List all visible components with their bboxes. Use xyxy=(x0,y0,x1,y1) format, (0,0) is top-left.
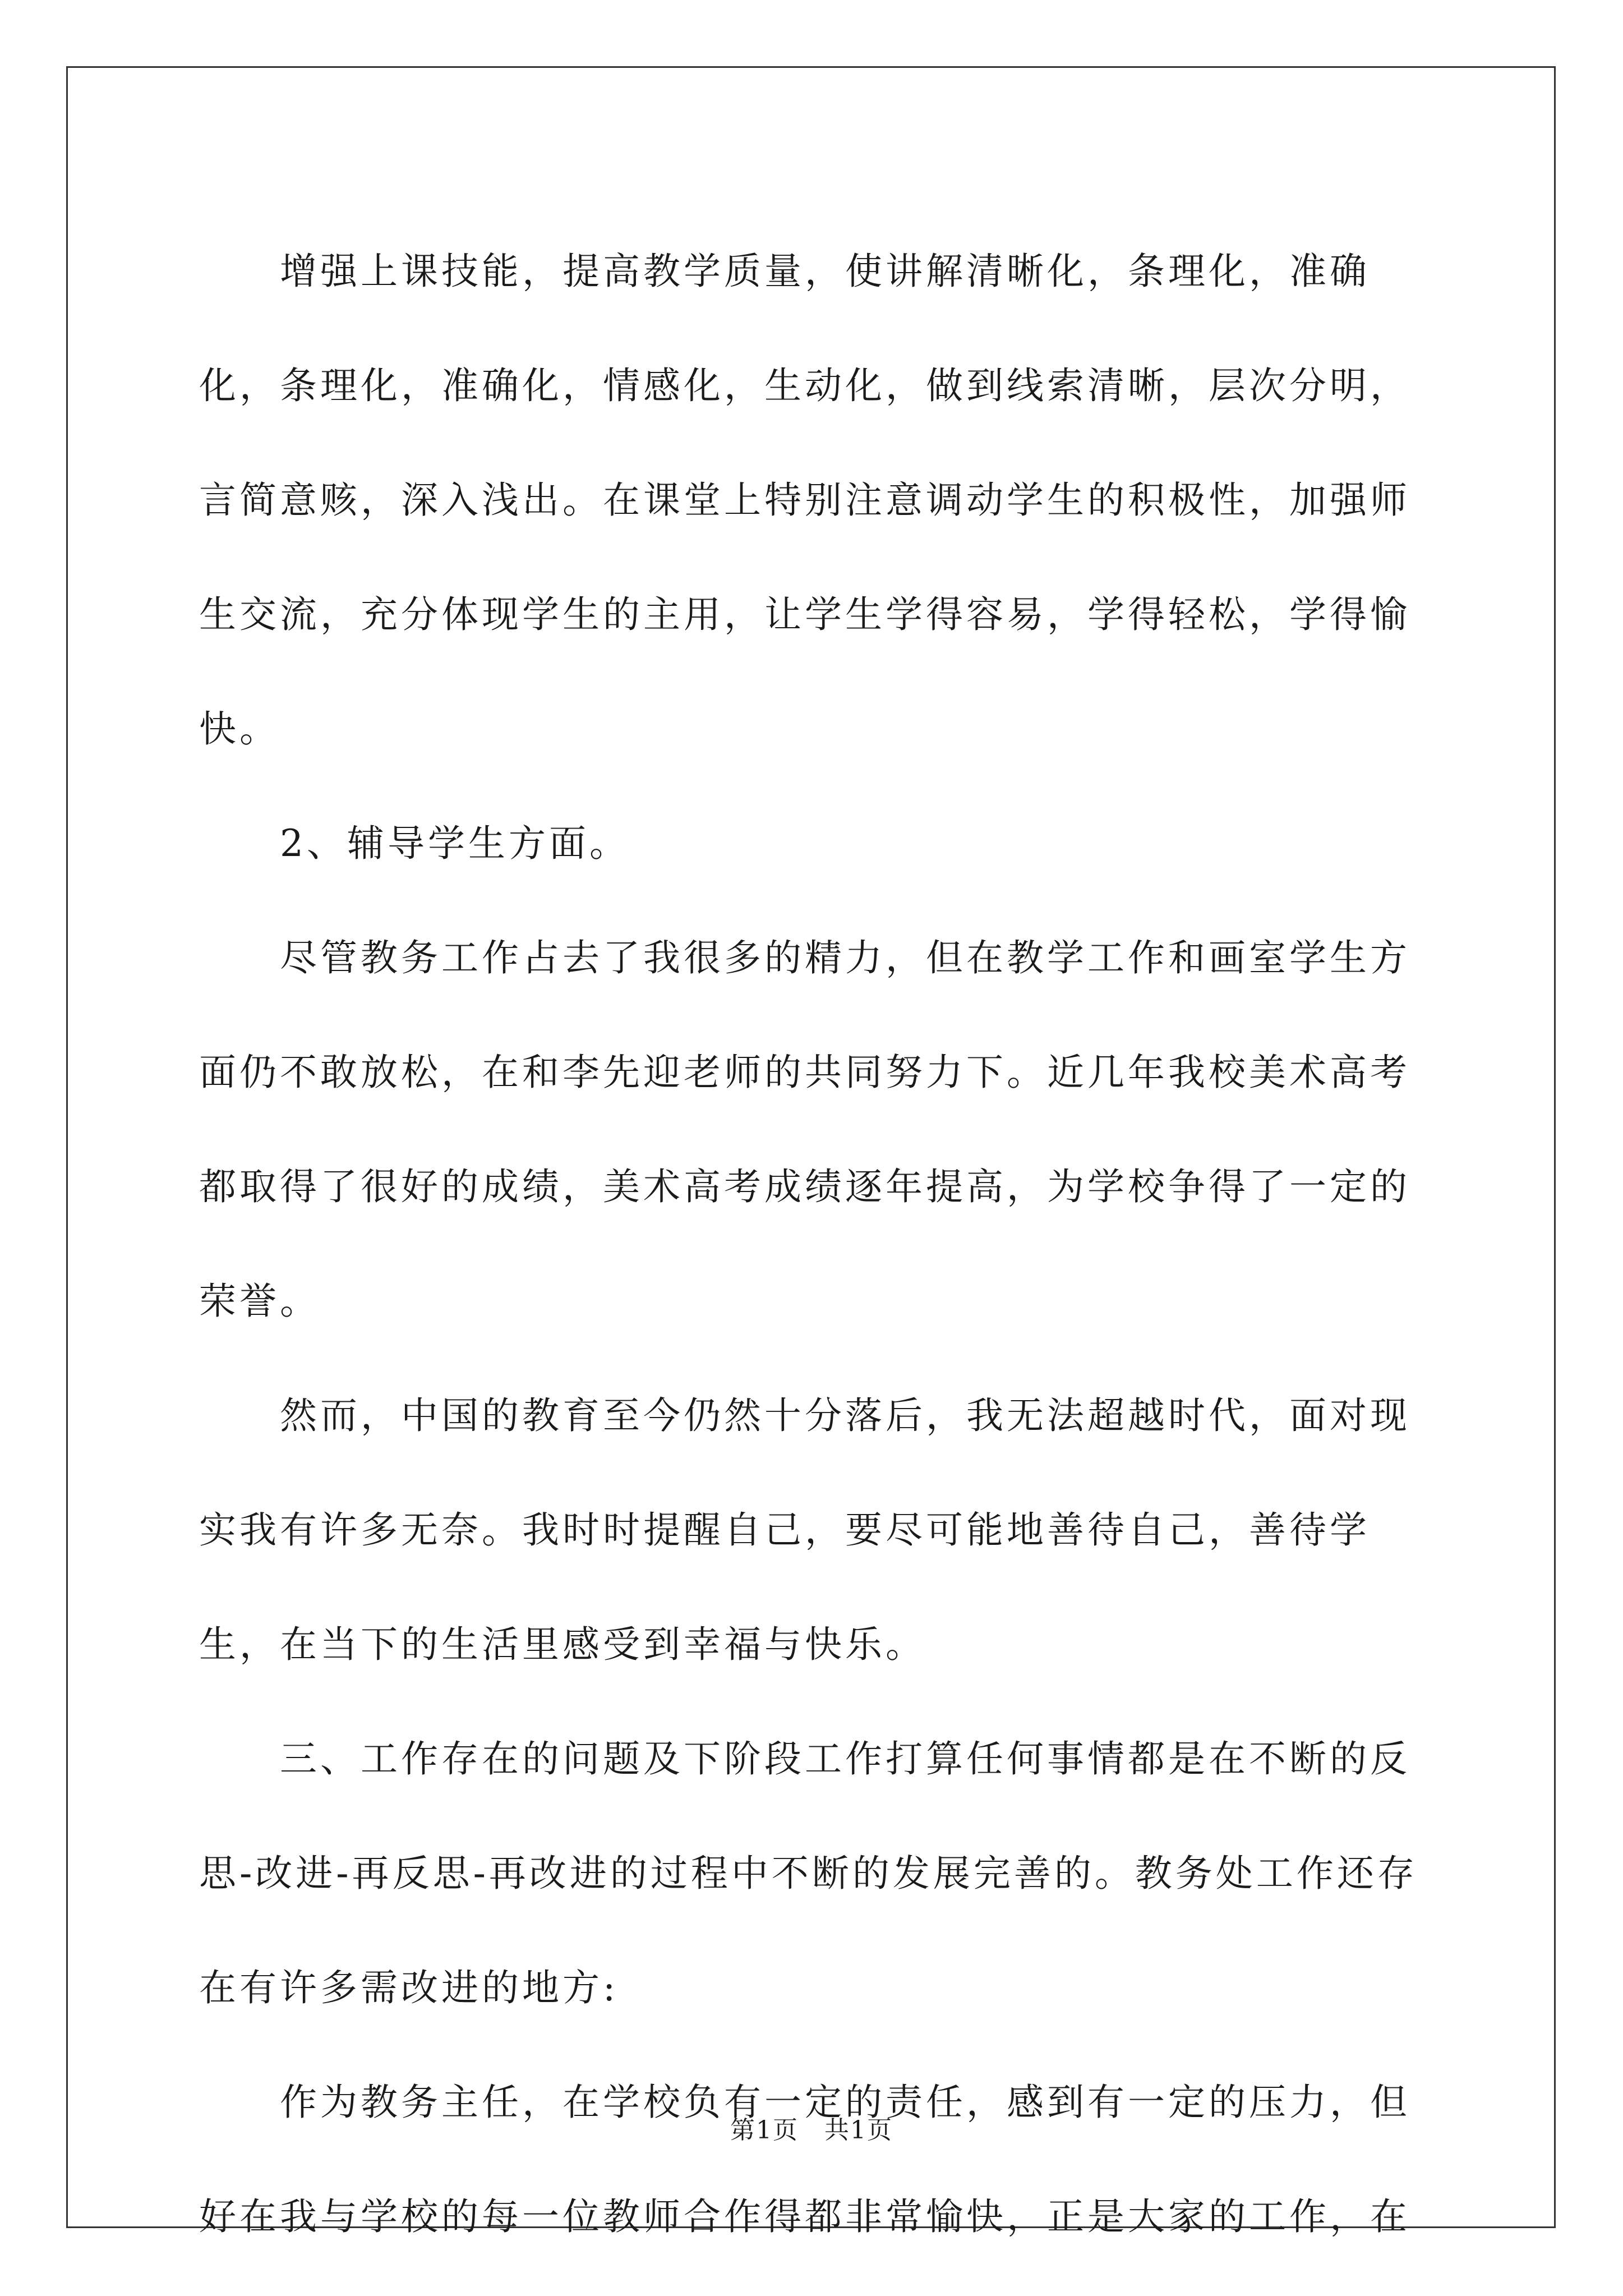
paragraph: 然而，中国的教育至今仍然十分落后，我无法超越时代，面对现实我有许多无奈。我时时提醒自己，要尽可能地善待自己，善待学生，在当下的生活里感受到幸福与快乐。 xyxy=(199,1394,1410,1666)
paragraph: 三、工作存在的问题及下阶段工作打算任何事情都是在不断的反思-改进-再反思-再改进的过程中不断的发展完善的。教务处工作还存在有许多需改进的地方: xyxy=(199,1737,1418,2009)
paragraph: 2、辅导学生方面。 xyxy=(280,822,630,865)
document-body xyxy=(199,214,1433,2274)
paragraph: 增强上课技能，提高教学质量，使讲解清晰化，条理化，准确化，条理化，准确化，情感化，生动化，做到线索清晰，层次分明，言简意赅，深入浅出。在课堂上特别注意调动学生的积极性，加强师生交流，充分体现学生的主用，让学生学得容易，学得轻松，学得愉快。 xyxy=(199,250,1410,751)
page-footer: 第1页 共1页 xyxy=(730,2116,893,2145)
paragraph: 作为教务主任，在学校负有一定的责任，感到有一定的压力，但好在我与学校的每一位教师合作得都非常愉快，正是大家的工作，在 xyxy=(199,2081,1410,2238)
paragraph: 尽管教务工作占去了我很多的精力，但在教学工作和画室学生方面仍不敢放松，在和李先迎老师的共同努力下。近几年我校美术高考都取得了很好的成绩，美术高考成绩逐年提高，为学校争得了一定的荣誉。 xyxy=(199,936,1410,1323)
